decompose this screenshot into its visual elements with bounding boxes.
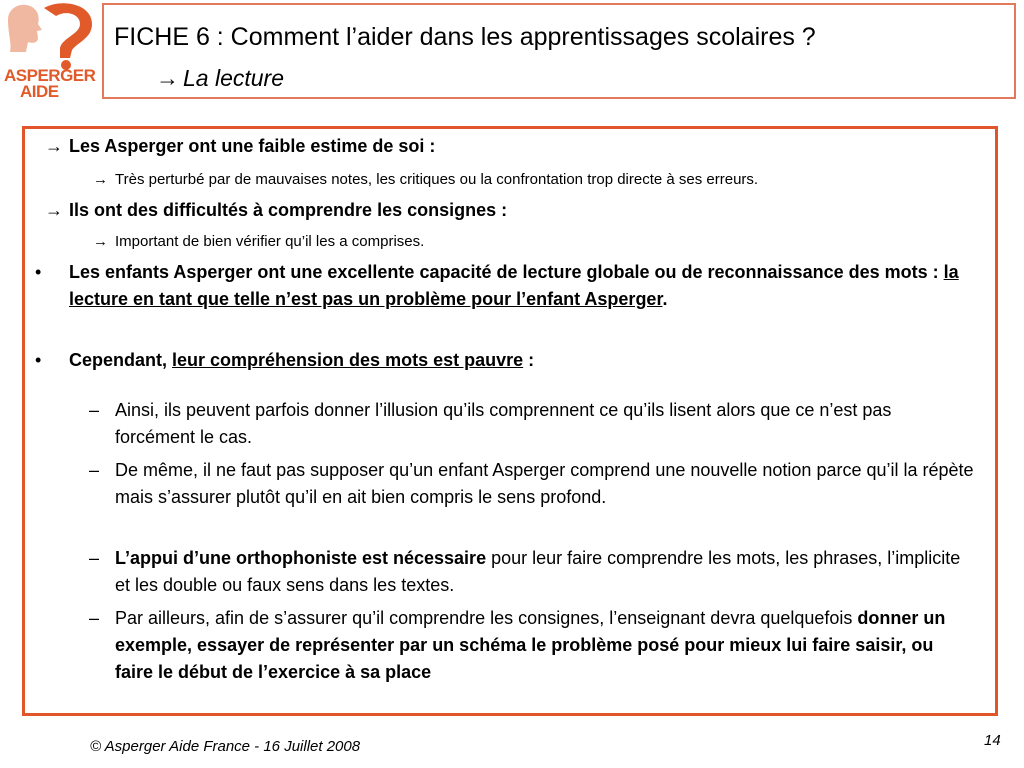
subtitle-text: La lecture xyxy=(183,65,285,91)
footer-copyright: © Asperger Aide France - 16 Juillet 2008 xyxy=(90,738,361,755)
item-text xyxy=(115,457,975,511)
dash-icon: – xyxy=(89,460,100,480)
item-text-part: Par ailleurs, afin de s’assurer qu’il comprendre les consignes, l’enseignant devra quelquefois xyxy=(115,608,858,628)
content-box xyxy=(22,126,998,716)
bullet-icon: • xyxy=(35,350,42,370)
item-text: Les Asperger ont une faible estime de soi : xyxy=(69,136,436,156)
item-text-part: . xyxy=(662,289,668,309)
asperger-aide-logo xyxy=(0,0,100,100)
item-text-part: donner un exemple, essayer de représenter par un schéma le problème posé pour mieux lui faire saisir, ou faire le début de l’exercice à sa place xyxy=(115,608,946,682)
item-text: Important de bien vérifier qu’il les a comprises. xyxy=(115,233,425,250)
arrow-right-icon: → xyxy=(156,65,179,91)
arrow-right-icon: → xyxy=(93,233,108,250)
page-title: FICHE 6 : Comment l’aider dans les apprentissages scolaires ? xyxy=(114,23,816,51)
bullet-icon: • xyxy=(35,262,42,282)
item-text-part: Cependant, xyxy=(69,350,173,370)
question-mark-head-icon xyxy=(0,0,100,70)
item-text: Ils ont des difficultés à comprendre les consignes : xyxy=(69,200,508,220)
dash-icon: – xyxy=(89,548,100,568)
item-text-part: pour leur faire comprendre les mots, les phrases, l’implicite et les double ou faux sens dans les textes. xyxy=(115,548,961,595)
item-text xyxy=(69,259,969,313)
page-subtitle xyxy=(156,65,284,92)
item-text-underlined: la lecture en tant que telle n’est pas un problème pour l’enfant Asperger xyxy=(69,262,959,309)
item-text-part: De même, il ne faut pas supposer qu’un enfant Asperger comprend une nouvelle notion parce qu’il la répète mais s’assurer plutôt qu’il en ait bien compris le sens profond. xyxy=(115,460,974,507)
title-box xyxy=(102,3,1016,99)
dash-icon: – xyxy=(89,400,100,420)
arrow-right-icon: → xyxy=(45,200,63,220)
item-text xyxy=(69,347,969,374)
item-text xyxy=(115,605,975,686)
logo-text-aide: AIDE xyxy=(20,82,59,101)
page-number: 14 xyxy=(984,732,1001,749)
item-text-part: Les enfants Asperger ont une excellente capacité de lecture globale ou de reconnaissance des mots : xyxy=(69,262,944,282)
item-text xyxy=(115,545,975,599)
item-text xyxy=(115,397,975,451)
item-text-part: L’appui d’une orthophoniste est nécessaire xyxy=(115,548,487,568)
item-text-part: : xyxy=(523,350,535,370)
dash-icon: – xyxy=(89,608,100,628)
logo-text-asperger: ASPERGER xyxy=(4,66,96,85)
item-text-underlined: leur compréhension des mots est pauvre xyxy=(172,350,524,370)
item-text-part: Ainsi, ils peuvent parfois donner l’illusion qu’ils comprennent ce qu’ils lisent alors que ce n’est pas forcément le cas. xyxy=(115,400,892,447)
arrow-right-icon: → xyxy=(93,171,108,188)
arrow-right-icon: → xyxy=(45,136,63,156)
item-text: Très perturbé par de mauvaises notes, les critiques ou la confrontation trop directe à ses erreurs. xyxy=(115,171,759,188)
